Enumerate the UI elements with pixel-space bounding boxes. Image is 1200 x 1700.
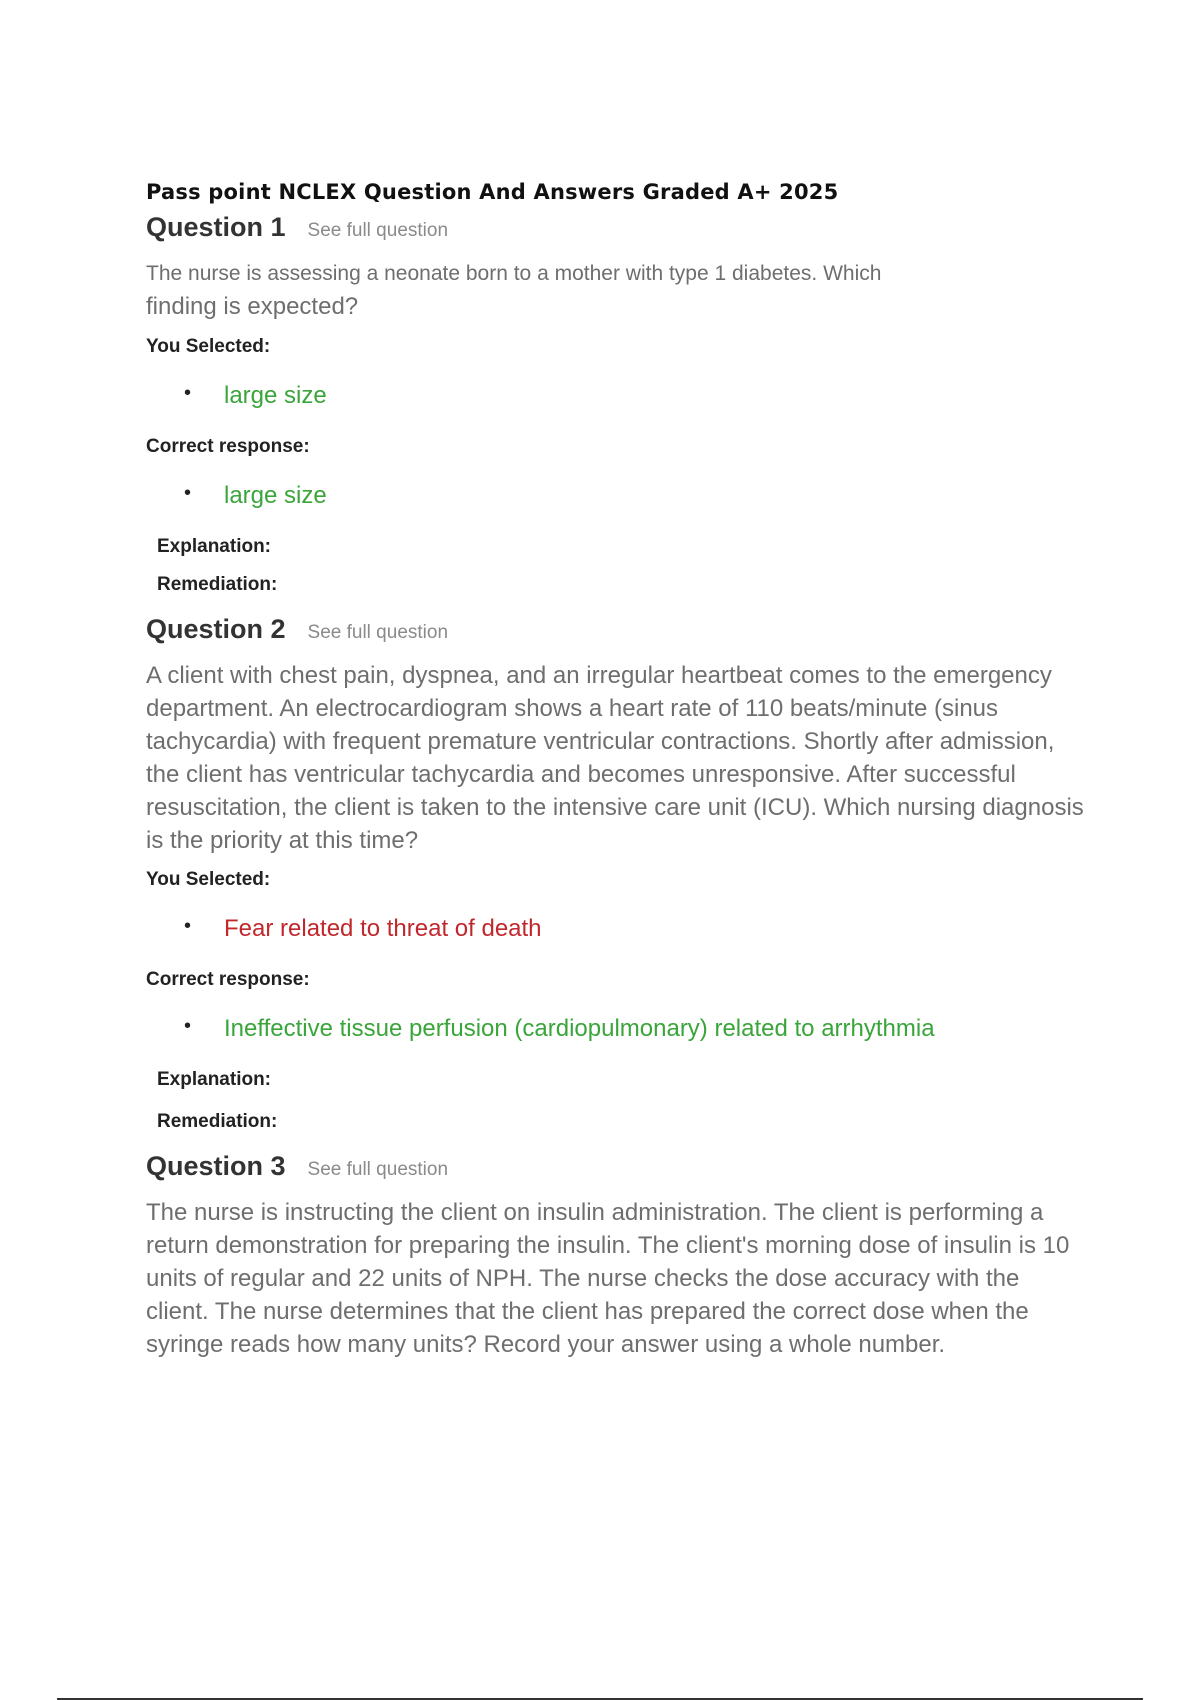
you-selected-label-2: You Selected: <box>146 869 271 890</box>
selected-answer-list-2 <box>146 915 1086 943</box>
correct-response-label-1: Correct response: <box>146 436 310 457</box>
remediation-label-2: Remediation: <box>157 1111 278 1132</box>
question-2-header <box>146 614 1086 645</box>
document-title: Pass point NCLEX Question And Answers Graded A+ 2025 <box>146 180 839 204</box>
question-2-text: A client with chest pain, dyspnea, and an irregular heartbeat comes to the emergency department. An electrocardiogram shows a heart rate of 110 beats/minute (sinus tachycardia) with frequent premature ventricular contractions. Shortly after admission, the client has ventricular tachycardia and becomes unresponsive. After successful resuscitation, the client is taken to the intensive care unit (ICU). Which nursing diagnosis is the priority at this time? <box>146 662 1084 854</box>
correct-answer-list-2 <box>146 1015 1086 1043</box>
question-1-header <box>146 212 1086 243</box>
correct-answer-list-1 <box>146 482 1086 510</box>
correct-response-label-2: Correct response: <box>146 969 310 990</box>
question-3-header <box>146 1151 1086 1182</box>
correct-answer-2: • Ineffective tissue perfusion (cardiopulmonary) related to arrhythmia <box>146 1015 1086 1043</box>
explanation-label-1: Explanation: <box>157 536 272 557</box>
selected-answer-1: • large size <box>146 382 1086 410</box>
question-3-text: The nurse is instructing the client on insulin administration. The client is performing a return demonstration for preparing the insulin. The client's morning dose of insulin is 10 units of regular and 22 units of NPH. The nurse checks the dose accuracy with the client. The nurse determines that the client has prepared the correct dose when the syringe reads how many units? Record your answer using a whole number. <box>146 1199 1070 1358</box>
explanation-label-2: Explanation: <box>157 1069 272 1090</box>
you-selected-label-1: You Selected: <box>146 336 271 357</box>
see-full-question-link-1[interactable]: See full question <box>307 220 449 241</box>
question-2-title: Question 2 <box>146 614 286 644</box>
question-1-text-line1: The nurse is assessing a neonate born to a mother with type 1 diabetes. Which <box>146 262 882 285</box>
question-1-text-line2: finding is expected? <box>146 293 359 320</box>
question-1-text <box>146 257 1086 324</box>
remediation-label-1: Remediation: <box>157 574 278 595</box>
selected-answer-2: • Fear related to threat of death <box>146 915 1086 943</box>
question-3-title: Question 3 <box>146 1151 286 1181</box>
question-1-title: Question 1 <box>146 212 286 242</box>
document-page <box>146 180 1086 1367</box>
see-full-question-link-3[interactable]: See full question <box>307 1159 449 1180</box>
selected-answer-list-1 <box>146 382 1086 410</box>
correct-answer-1: • large size <box>146 482 1086 510</box>
see-full-question-link-2[interactable]: See full question <box>307 622 449 643</box>
